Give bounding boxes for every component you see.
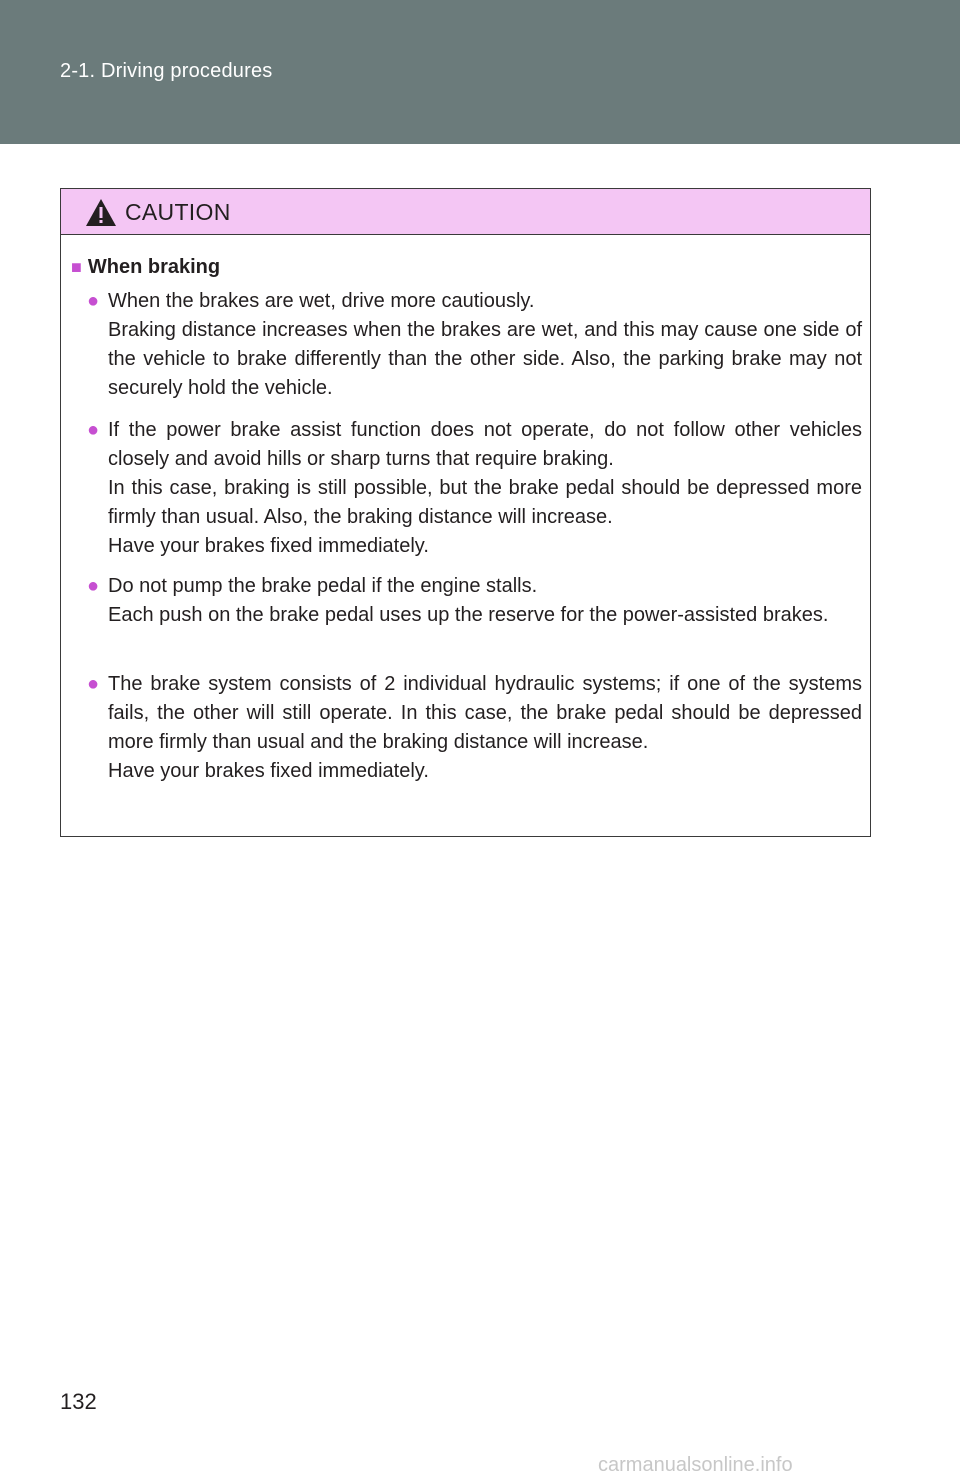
caution-label: CAUTION [125,199,231,225]
item-body: Braking distance increases when the brakes are wet, and this may cause one side of the vehicle to brake differently than the other side. Also, the parking brake may not securely hold the vehicle. [108,319,862,399]
caution-item [87,670,862,786]
item-lead: If the power brake assist function does not operate, do not follow other vehicles closely and avoid hills or sharp turns that require braking. [108,419,862,470]
caution-header [61,189,870,235]
header-band [0,0,960,144]
circle-bullet-icon: ● [87,575,100,597]
item-lead: Do not pump the brake pedal if the engine stalls. [108,575,538,597]
item-lead: The brake system consists of 2 individual hydraulic systems; if one of the systems fails, the other will still operate. In this case, the brake pedal should be depressed more firmly than usual and the braking distance will increase. [108,673,862,753]
caution-box [60,188,871,837]
watermark: carmanualsonline.info [598,1454,793,1476]
circle-bullet-icon: ● [87,673,100,695]
caution-item [87,287,862,403]
subheading-text: When braking [87,256,221,278]
caution-item [87,416,862,561]
item-body: Have your brakes fixed immediately. [108,535,429,557]
item-lead: When the brakes are wet, drive more cautiously. [108,290,535,312]
caution-item [87,572,862,630]
warning-icon [85,198,117,227]
section-title: 2-1. Driving procedures [60,60,273,82]
circle-bullet-icon: ● [87,419,100,441]
item-body: In this case, braking is still possible, but the brake pedal should be depressed more firmly than usual. Also, the braking distance will increase. [108,477,862,528]
caution-subheading [71,255,220,279]
square-bullet-icon: ■ [71,257,82,277]
item-body: Each push on the brake pedal uses up the reserve for the power-assisted brakes. [108,604,829,626]
item-body: Have your brakes fixed immediately. [108,760,429,782]
circle-bullet-icon: ● [87,290,100,312]
page-number: 132 [60,1389,97,1414]
